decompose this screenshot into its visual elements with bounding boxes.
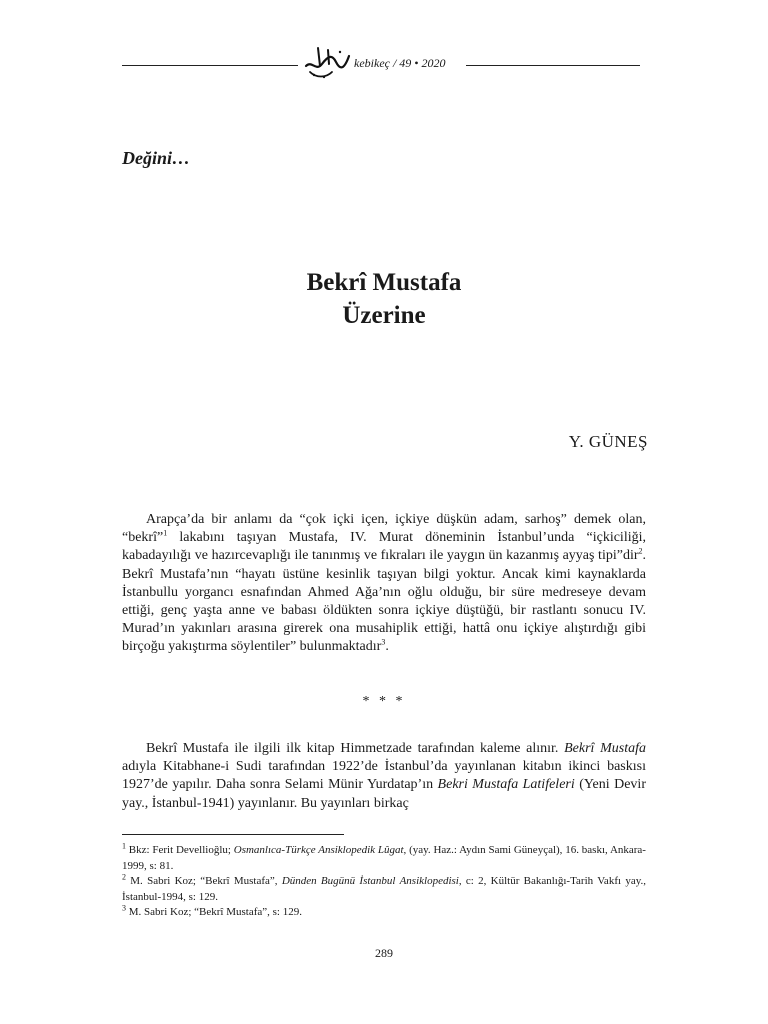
footnote-ref: 1	[163, 528, 168, 538]
footnote-source-title: Osmanlıca-Türkçe Ansiklopedik Lûgat	[233, 844, 404, 856]
paragraph-text: adıyla Kitabhane-i Sudi tarafından 1922’de İstanbul’da yayınlanan kitabın ikinci baskısı 1927’de yapılır. Daha sonra Selami Münir Yurdatap’ın	[122, 759, 646, 793]
book-title: Bekri Mustafa Latifeleri	[437, 777, 575, 793]
calligraphic-journal-logo-icon	[302, 44, 352, 80]
paragraph-text: Bekrî Mustafa ile ilgili ilk kitap Himmetzade tarafından kaleme alınır.	[146, 741, 565, 756]
paragraph-text: . Bekrî Mustafa’nın “hayatı üstüne kesinlik taşıyan bilgi yoktur. Ancak kimi kaynaklarda İstanbullu yorgancı esnafından Ahmed Ağa’nın oğlu olduğu, bir süre medreseye devam ettiği, genç yaşta anne ve babası öldükten sonra içkiye düştüğü, bir rastlantı sonucu IV. Murad’ın yakınları arasına girerek ona musahiplik ettiği, hattâ onu içkiye alıştırdığı gibi birçoğu yakıştırma söylentiler” bulunmaktadır	[122, 548, 646, 655]
footnote-text: M. Sabri Koz; “Bekrî Mustafa”,	[126, 875, 282, 887]
header-rule-right	[466, 65, 640, 66]
footnote-ref: 3	[381, 637, 386, 647]
body-paragraph-2	[122, 740, 646, 813]
running-header	[122, 44, 640, 84]
body-paragraph-1	[122, 511, 646, 657]
article-title	[0, 266, 768, 332]
footnote-number: 1	[122, 841, 126, 851]
page-number: 289	[375, 946, 393, 960]
header-rule-left	[122, 65, 298, 66]
footnote-text: , (yay. Haz.: Aydın Sami Güneyçal), 16. baskı, Ankara-1999, s: 81.	[122, 844, 646, 872]
footnote-divider	[122, 834, 344, 835]
paragraph-text: lakabını taşıyan Mustafa, IV. Murat döneminin İstanbul’unda “içkiciliği, kabadayılığı ve hazırcevaplığı ile tanınmış ve fıkraları ile yaygın ün kazanmış ayyaş tipi”dir	[122, 530, 646, 564]
footnote-number: 2	[122, 872, 126, 882]
book-title: Bekrî Mustafa	[564, 741, 646, 756]
footnote-1	[122, 843, 646, 874]
author-name: Y. GÜNEŞ	[568, 432, 648, 451]
paragraph-text: (Yeni Devir yay., İstanbul-1941) yayınlanır. Bu yayınları birkaç	[122, 777, 646, 811]
footnote-ref: 2	[638, 546, 643, 556]
footnote-source-title: Dünden Bugünü İstanbul Ansiklopedisi	[281, 875, 459, 887]
journal-issue-label: kebikeç / 49 • 2020	[354, 56, 446, 70]
section-label: Değini…	[122, 148, 191, 168]
footnote-text: Bkz: Ferit Devellioğlu;	[126, 844, 234, 856]
footnote-2	[122, 874, 646, 905]
footnote-3	[122, 905, 646, 921]
footnote-number: 3	[122, 903, 126, 913]
footnote-text: M. Sabri Koz; “Bekrî Mustafa”, s: 129.	[126, 906, 302, 918]
footnotes	[122, 843, 646, 921]
title-line-1: Bekrî Mustafa	[306, 269, 462, 296]
paragraph-text: .	[385, 639, 389, 655]
section-separator: * * *	[362, 694, 406, 709]
paragraph-text: Arapça’da bir anlamı da “çok içki içen, içkiye düşkün adam, sarhoş” demek olan, “bekrî”	[122, 512, 646, 546]
footnote-text: , c: 2, Kültür Bakanlığı-Tarih Vakfı yay., İstanbul-1994, s: 129.	[122, 875, 646, 903]
title-line-2: Üzerine	[342, 302, 426, 329]
